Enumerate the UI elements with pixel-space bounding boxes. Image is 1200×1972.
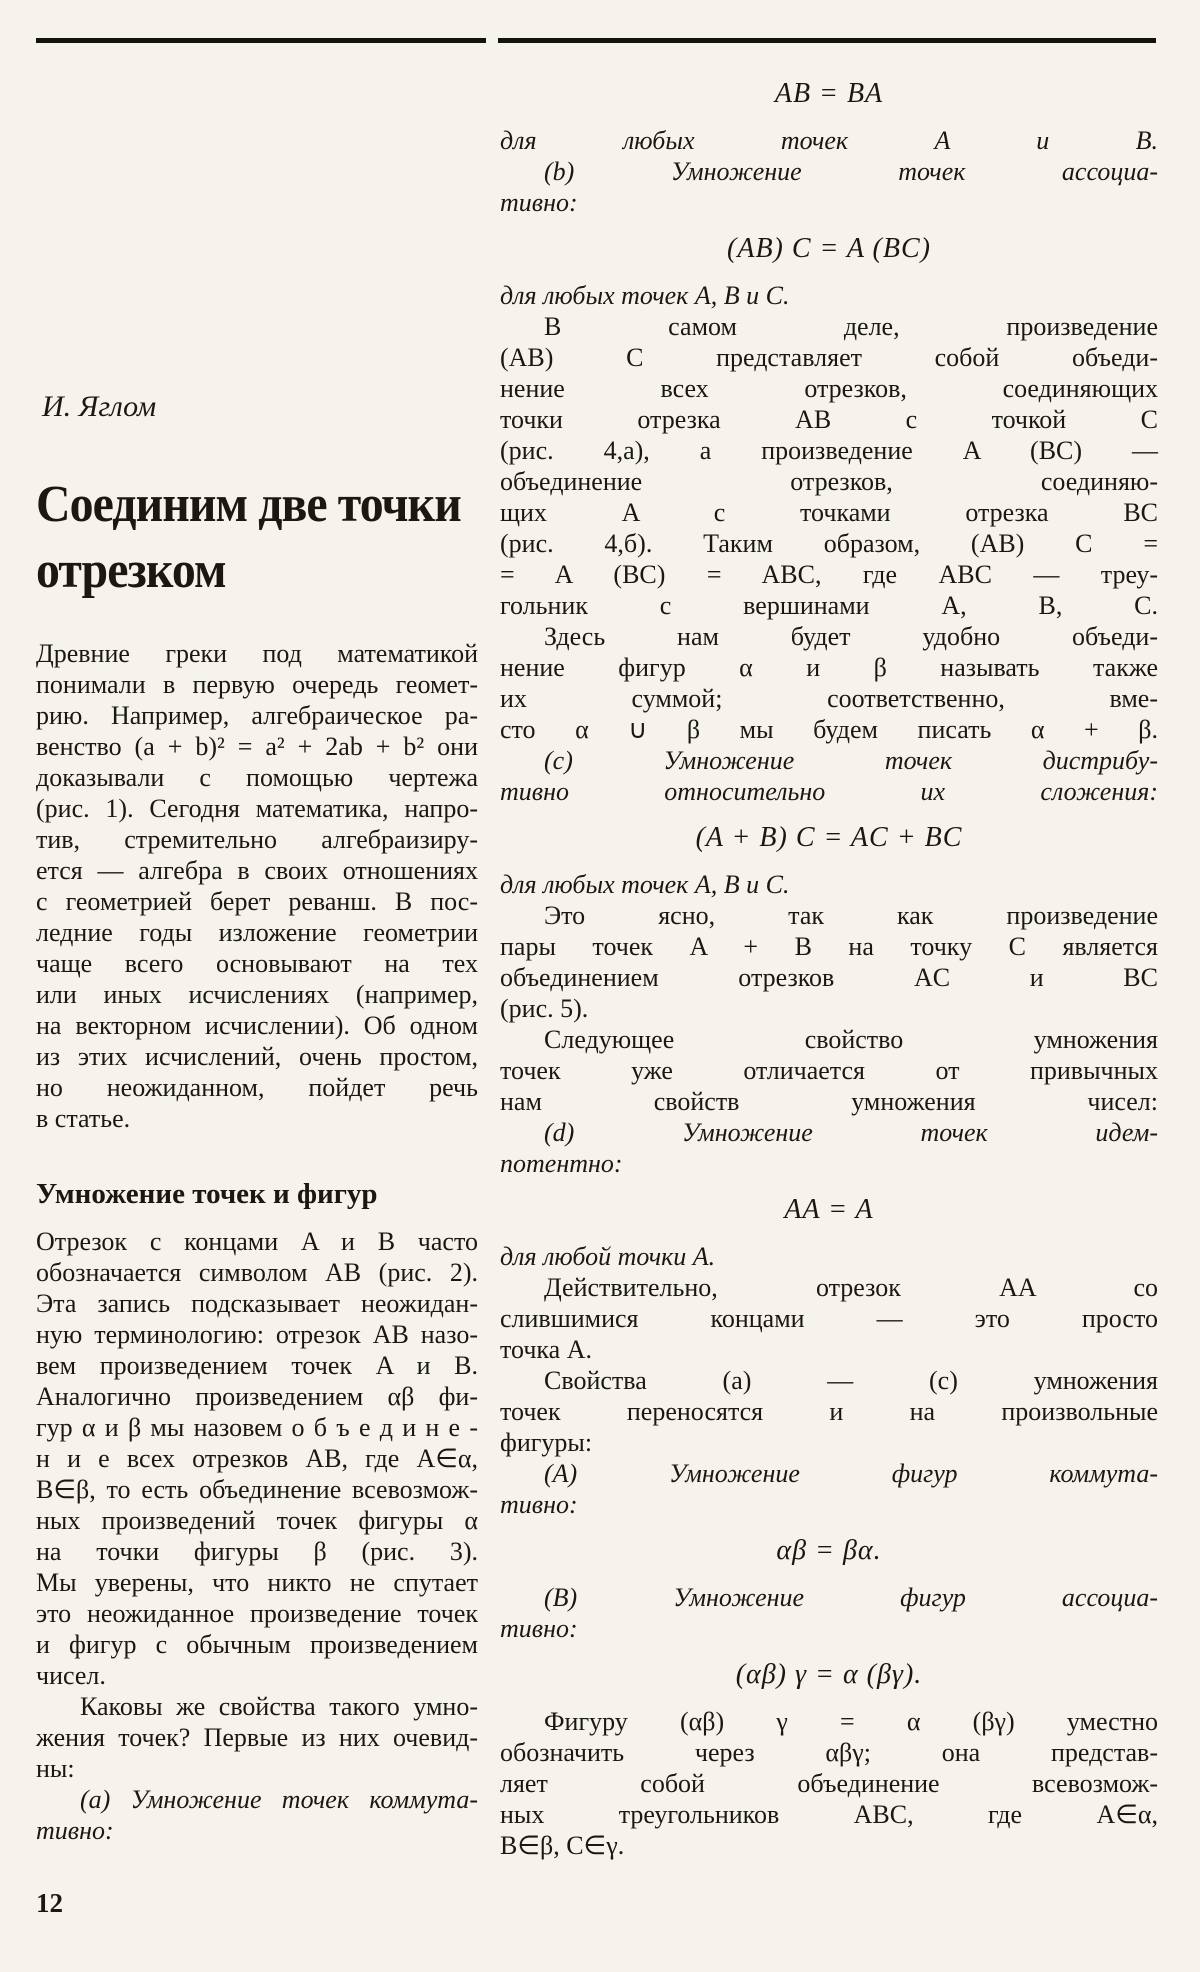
text-line: доказывали с помощью чертежа (36, 763, 478, 792)
text-line: венство (a + b)² = a² + 2ab + b² они (36, 732, 478, 761)
math-formula: (A + B) C = AC + BC (695, 822, 963, 853)
text-line: слившимися концами — это просто (500, 1304, 1158, 1333)
left-column-text (36, 638, 478, 1846)
left-column (36, 390, 478, 1846)
math-formula: AB = BA (774, 78, 884, 109)
text-line: из этих исчислений, очень простом, (36, 1042, 478, 1071)
text-line: тивно: (500, 1490, 578, 1519)
text-line: фигуры: (500, 1428, 593, 1457)
text-line: точек уже отличается от привычных (500, 1056, 1158, 1085)
text-line: ется — алгебра в своих отношениях (36, 856, 478, 885)
text-line: тив, стремительно алгебраизиру- (36, 825, 478, 854)
text-line: (d) Умножение точек идем- (544, 1118, 1158, 1147)
text-line: точек переносятся и на произвольные (500, 1397, 1158, 1426)
math-formula: (AB) C = A (BC) (727, 233, 931, 264)
text-line: ную терминологию: отрезок AB назо- (36, 1320, 478, 1349)
text-line: (а) Умножение точек коммута- (80, 1785, 478, 1814)
text-line: нам свойств умножения чисел: (500, 1087, 1158, 1116)
text-line: (c) Умножение точек дистрибу- (544, 746, 1158, 775)
text-line: щих A с точками отрезка BC (500, 498, 1158, 527)
text-line: гольник с вершинами A, B, C. (500, 591, 1158, 620)
text-line: ных произведений точек фигуры α (36, 1506, 478, 1535)
text-line: ны: (36, 1754, 75, 1783)
text-line: или иных исчислениях (например, (36, 980, 478, 1009)
text-line: Свойства (a) — (c) умножения (544, 1366, 1158, 1395)
text-line: Это ясно, так как произведение (544, 901, 1158, 930)
text-line: и фигур с обычным произведением (36, 1630, 478, 1659)
text-line: для любой точки A. (500, 1242, 716, 1271)
text-line: это неожиданное произведение точек (36, 1599, 478, 1628)
top-rule-left (36, 38, 486, 43)
text-line: нение фигур α и β называть также (500, 653, 1158, 682)
text-line: (A) Умножение фигур коммута- (544, 1459, 1158, 1488)
right-column (500, 76, 1158, 1861)
text-line: ляет собой объединение всевозмож- (500, 1769, 1158, 1798)
text-line: Фигуру (αβ) γ = α (βγ) уместно (544, 1707, 1158, 1736)
text-line: тивно: (500, 1614, 578, 1643)
text-line: потентно: (500, 1149, 623, 1178)
text-line: сто α ∪ β мы будем писать α + β. (500, 715, 1158, 744)
math-formula: αβ = βα. (776, 1535, 882, 1566)
text-line: но неожиданном, пойдет речь (36, 1073, 478, 1102)
text-line: = A (BC) = ABC, где ABC — треу- (500, 560, 1158, 589)
text-line: Эта запись подсказывает неожидан- (36, 1289, 478, 1318)
text-line: чисел. (36, 1661, 106, 1690)
right-column-text (500, 76, 1158, 1861)
text-line: Отрезок с концами A и B часто (36, 1227, 478, 1256)
author-name: И. Яглом (42, 390, 157, 423)
text-line: точка A. (500, 1335, 592, 1364)
text-line: B∈β, то есть объединение всевозмож- (36, 1475, 478, 1504)
top-rule-right (498, 38, 1156, 43)
text-line: (B) Умножение фигур ассоциа- (544, 1583, 1158, 1612)
text-line: нение всех отрезков, соединяющих (500, 374, 1158, 403)
text-line: тивно относительно их сложения: (500, 777, 1158, 806)
text-line: Здесь нам будет удобно объеди- (544, 622, 1158, 651)
text-line: на точки фигуры β (рис. 3). (36, 1537, 478, 1566)
text-line: тивно: (500, 188, 578, 217)
text-line: объединение отрезков, соединяю- (500, 467, 1158, 496)
text-line: Аналогично произведением αβ фи- (36, 1382, 478, 1411)
text-line: точки отрезка AB с точкой C (500, 405, 1158, 434)
text-line: Каковы же свойства такого умно- (80, 1692, 478, 1721)
text-line: обозначается символом AB (рис. 2). (36, 1258, 478, 1287)
text-line: рию. Например, алгебраическое ра- (36, 701, 478, 730)
text-line: гур α и β мы назовем о б ъ е д и н е - (36, 1413, 478, 1442)
text-line: Действительно, отрезок AA со (544, 1273, 1158, 1302)
text-line: В самом деле, произведение (544, 312, 1158, 341)
text-line: понимали в первую очередь геомет- (36, 670, 478, 699)
text-line: обозначить через αβγ; она представ- (500, 1738, 1158, 1767)
text-line: Древние греки под математикой (36, 639, 478, 668)
text-line: Следующее свойство умножения (544, 1025, 1158, 1054)
math-formula: AA = A (784, 1194, 874, 1225)
text-line: пары точек A + B на точку C является (500, 932, 1158, 961)
text-line: с геометрией берет реванш. В пос- (36, 887, 478, 916)
text-line: (рис. 5). (500, 994, 589, 1023)
text-line: их суммой; соответственно, вме- (500, 684, 1158, 713)
text-line: на векторном исчислении). Об одном (36, 1011, 478, 1040)
article-title-line1: Соединим две точки (36, 476, 461, 533)
text-line: объединением отрезков AC и BC (500, 963, 1158, 992)
text-line: ных треугольников ABC, где A∈α, (500, 1800, 1158, 1829)
text-line: тивно: (36, 1816, 114, 1845)
math-formula: (αβ) γ = α (βγ). (735, 1659, 923, 1690)
text-line: (рис. 4,б). Таким образом, (AB) C = (500, 529, 1158, 558)
page-number: 12 (36, 1888, 63, 1918)
text-line: в статье. (36, 1104, 131, 1133)
text-line: для любых точек A и B. (500, 126, 1158, 155)
section-heading: Умножение точек и фигур (36, 1178, 378, 1210)
text-line: вем произведением точек A и B. (36, 1351, 478, 1380)
text-line: н и е всех отрезков AB, где A∈α, (36, 1444, 478, 1473)
text-line: Мы уверены, что никто не спутает (36, 1568, 478, 1597)
text-line: B∈β, C∈γ. (500, 1831, 625, 1860)
text-line: чаще всего основывают на тех (36, 949, 478, 978)
text-line: (b) Умножение точек ассоциа- (544, 157, 1158, 186)
text-line: (рис. 1). Сегодня математика, напро- (36, 794, 478, 823)
text-line: (рис. 4,а), а произведение A (BC) — (500, 436, 1158, 465)
text-line: жения точек? Первые из них очевид- (36, 1723, 478, 1752)
text-line: (AB) C представляет собой объеди- (500, 343, 1158, 372)
article-title-line2: отрезком (36, 542, 226, 599)
article-title (36, 472, 461, 604)
text-line: для любых точек A, B и C. (500, 870, 790, 899)
text-line: ледние годы изложение геометрии (36, 918, 478, 947)
text-line: для любых точек A, B и C. (500, 281, 790, 310)
